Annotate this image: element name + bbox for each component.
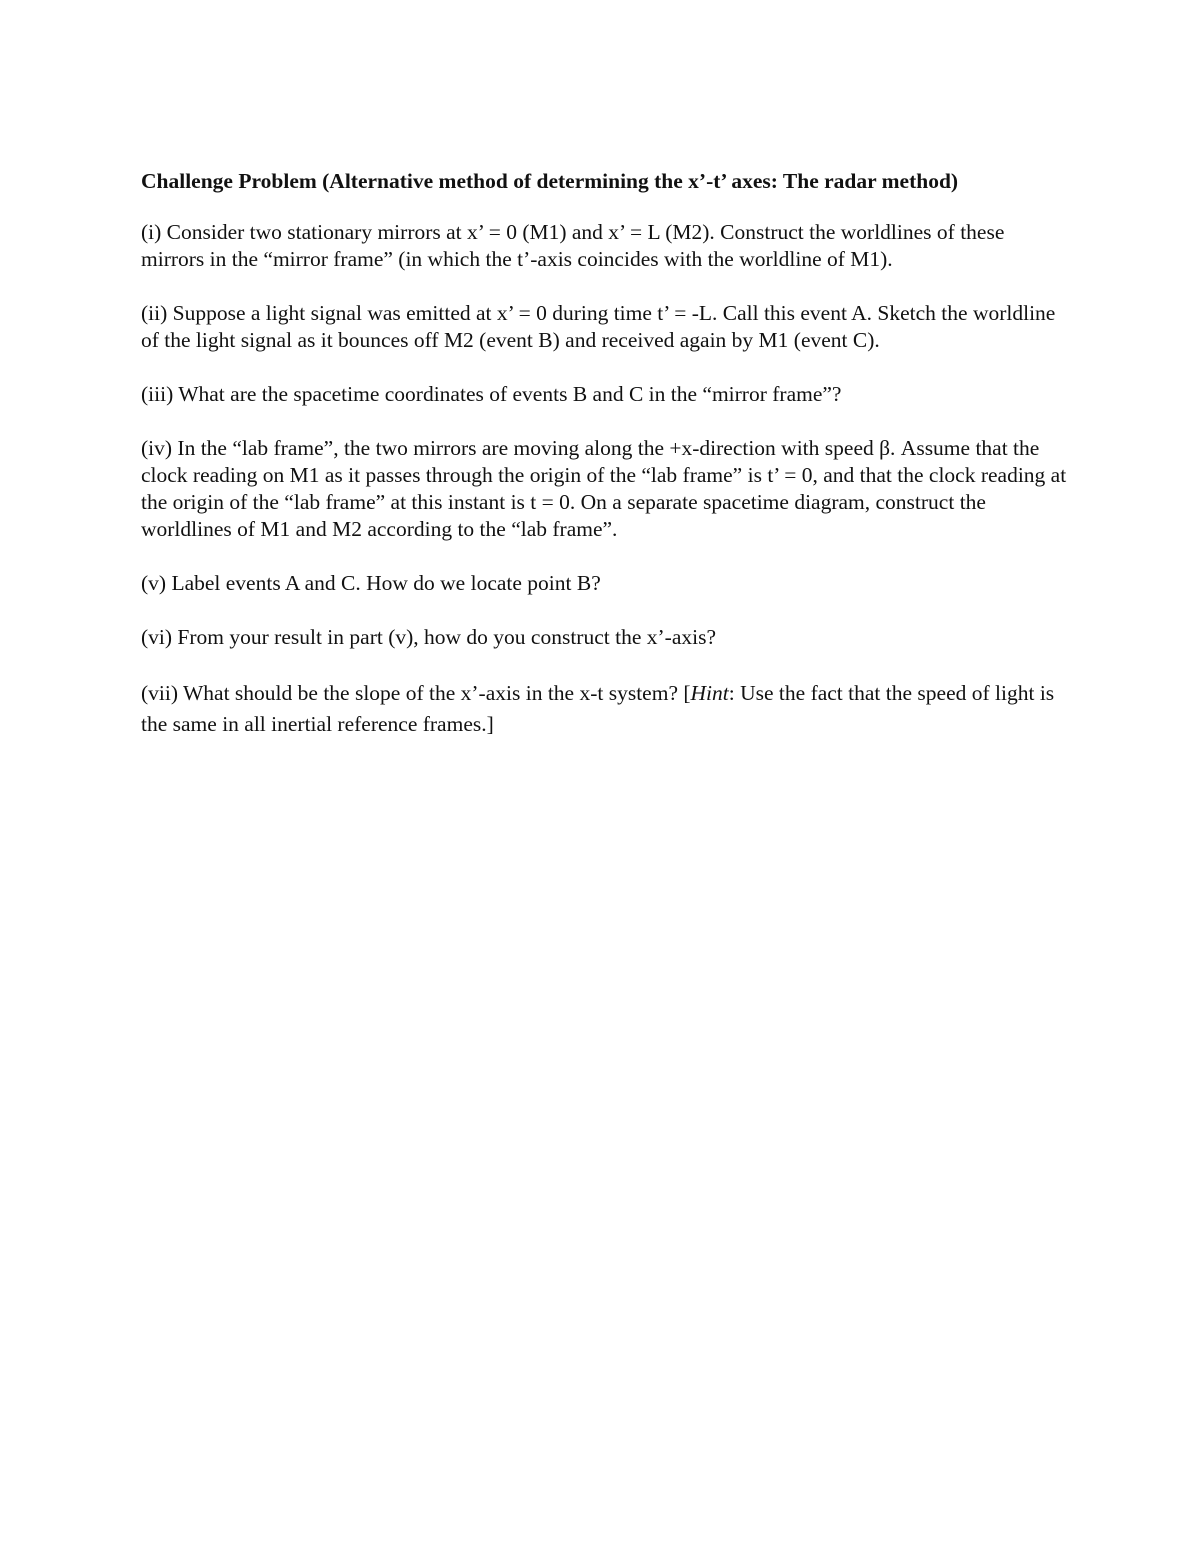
- part-ii: (ii) Suppose a light signal was emitted at x’ = 0 during time t’ = -L. Call this event A. Sketch the worldline of the light signal as it bounces off M2 (event B) and received again by M1 (event C).: [141, 301, 1056, 352]
- part-i: (i) Consider two stationary mirrors at x’ = 0 (M1) and x’ = L (M2). Construct the worldlines of these mirrors in the “mirror frame” (in which the t’-axis coincides with the worldline of M1).: [141, 220, 1005, 271]
- problem-title: Challenge Problem (Alternative method of determining the x’-t’ axes: The radar method): [141, 169, 959, 193]
- part-iv: (iv) In the “lab frame”, the two mirrors are moving along the +x-direction with speed β. Assume that the clock reading on M1 as it passes through the origin of the “lab frame” is t’ = 0, and that the clock reading at the origin of the “lab frame” at this instant is t = 0. On a separate spacetime diagram, construct the worldlines of M1 and M2 according to the “lab frame”.: [141, 436, 1067, 541]
- hint-label: Hint: [690, 681, 729, 705]
- part-vii-text-after: : Use the fact that the speed of light is the same in all inertial reference frames.]: [141, 681, 1055, 736]
- document-content: [141, 168, 1071, 767]
- part-iii: (iii) What are the spacetime coordinates of events B and C in the “mirror frame”?: [141, 382, 842, 406]
- part-vii-text-before: (vii) What should be the slope of the x’-axis in the x-t system? [: [141, 681, 691, 705]
- part-vii: [141, 678, 1071, 740]
- part-v: (v) Label events A and C. How do we locate point B?: [141, 571, 601, 595]
- part-vi: (vi) From your result in part (v), how do you construct the x’-axis?: [141, 625, 716, 649]
